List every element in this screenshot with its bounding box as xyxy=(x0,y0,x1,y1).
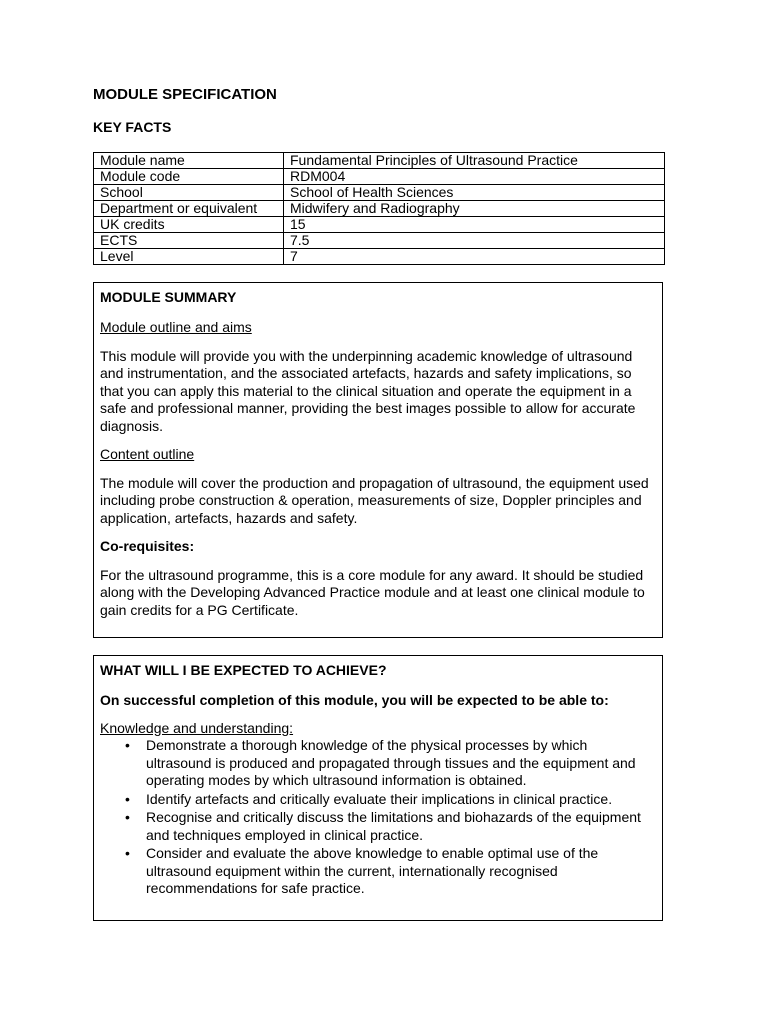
content-heading: Content outline xyxy=(100,446,195,462)
knowledge-heading: Knowledge and understanding: xyxy=(100,719,294,736)
table-row xyxy=(94,185,665,201)
list-item-text: Demonstrate a thorough knowledge of the physical processes by which ultrasound is produced and propagated through tissues and the equipment and operating modes by which ultrasound information is obtained. xyxy=(146,737,636,788)
table-cell-label: Module name xyxy=(94,153,284,169)
table-cell-value: School of Health Sciences xyxy=(284,185,665,201)
table-cell-label: Level xyxy=(94,249,284,265)
table-cell-value: RDM004 xyxy=(284,169,665,185)
bullet-icon: • xyxy=(125,737,130,753)
outcomes-list xyxy=(100,737,654,898)
key-facts-table xyxy=(93,152,665,265)
bullet-icon: • xyxy=(125,790,130,807)
corequisites-text: For the ultrasound programme, this is a core module for any award. It should be studied along with the Developing Advanced Practice module and at least one clinical module to gain credits for a PG Certificate. xyxy=(100,566,645,618)
table-row xyxy=(94,249,665,265)
module-summary-heading: MODULE SUMMARY xyxy=(100,289,237,305)
list-item xyxy=(100,845,654,898)
page-title: MODULE SPECIFICATION xyxy=(93,86,277,103)
table-row xyxy=(94,153,665,169)
bullet-icon: • xyxy=(125,809,130,825)
achieve-intro: On successful completion of this module, you will be expected to be able to: xyxy=(100,692,609,708)
list-item-text: Recognise and critically discuss the limitations and biohazards of the equipment and techniques employed in clinical practice. xyxy=(146,809,641,843)
achieve-box xyxy=(93,655,663,921)
list-item-text: Consider and evaluate the above knowledge to enable optimal use of the ultrasound equipment within the current, internationally recognised recommendations for safe practice. xyxy=(146,845,599,896)
outline-text: This module will provide you with the underpinning academic knowledge of ultrasound and instrumentation, and the associated artefacts, hazards and safety implications, so that you can apply this material to the clinical situation and operate the equipment in a safe and professional manner, providing the best images possible to allow for accurate diagnosis. xyxy=(100,347,636,434)
table-cell-label: ECTS xyxy=(94,233,284,249)
table-row xyxy=(94,169,665,185)
table-cell-label: Module code xyxy=(94,169,284,185)
bullet-icon: • xyxy=(125,845,130,861)
table-cell-value: 7 xyxy=(284,249,665,265)
table-cell-value: Midwifery and Radiography xyxy=(284,201,665,217)
table-row xyxy=(94,201,665,217)
table-cell-label: UK credits xyxy=(94,217,284,233)
achieve-heading: WHAT WILL I BE EXPECTED TO ACHIEVE? xyxy=(100,662,387,678)
module-summary-box xyxy=(93,282,663,638)
table-row xyxy=(94,217,665,233)
list-item xyxy=(100,791,654,809)
list-item xyxy=(100,737,654,790)
table-row xyxy=(94,233,665,249)
key-facts-heading: KEY FACTS xyxy=(93,119,172,135)
table-cell-value: Fundamental Principles of Ultrasound Practice xyxy=(284,153,665,169)
content-text: The module will cover the production and propagation of ultrasound, the equipment used including probe construction & operation, measurements of size, Doppler principles and application, artefacts, hazards and safety. xyxy=(100,474,649,526)
table-cell-label: Department or equivalent xyxy=(94,201,284,217)
list-item-text: Identify artefacts and critically evaluate their implications in clinical practice. xyxy=(146,790,613,807)
table-cell-label: School xyxy=(94,185,284,201)
list-item xyxy=(100,809,654,844)
table-cell-value: 7.5 xyxy=(284,233,665,249)
corequisites-heading: Co-requisites: xyxy=(100,538,195,554)
outline-heading: Module outline and aims xyxy=(100,319,252,335)
table-cell-value: 15 xyxy=(284,217,665,233)
